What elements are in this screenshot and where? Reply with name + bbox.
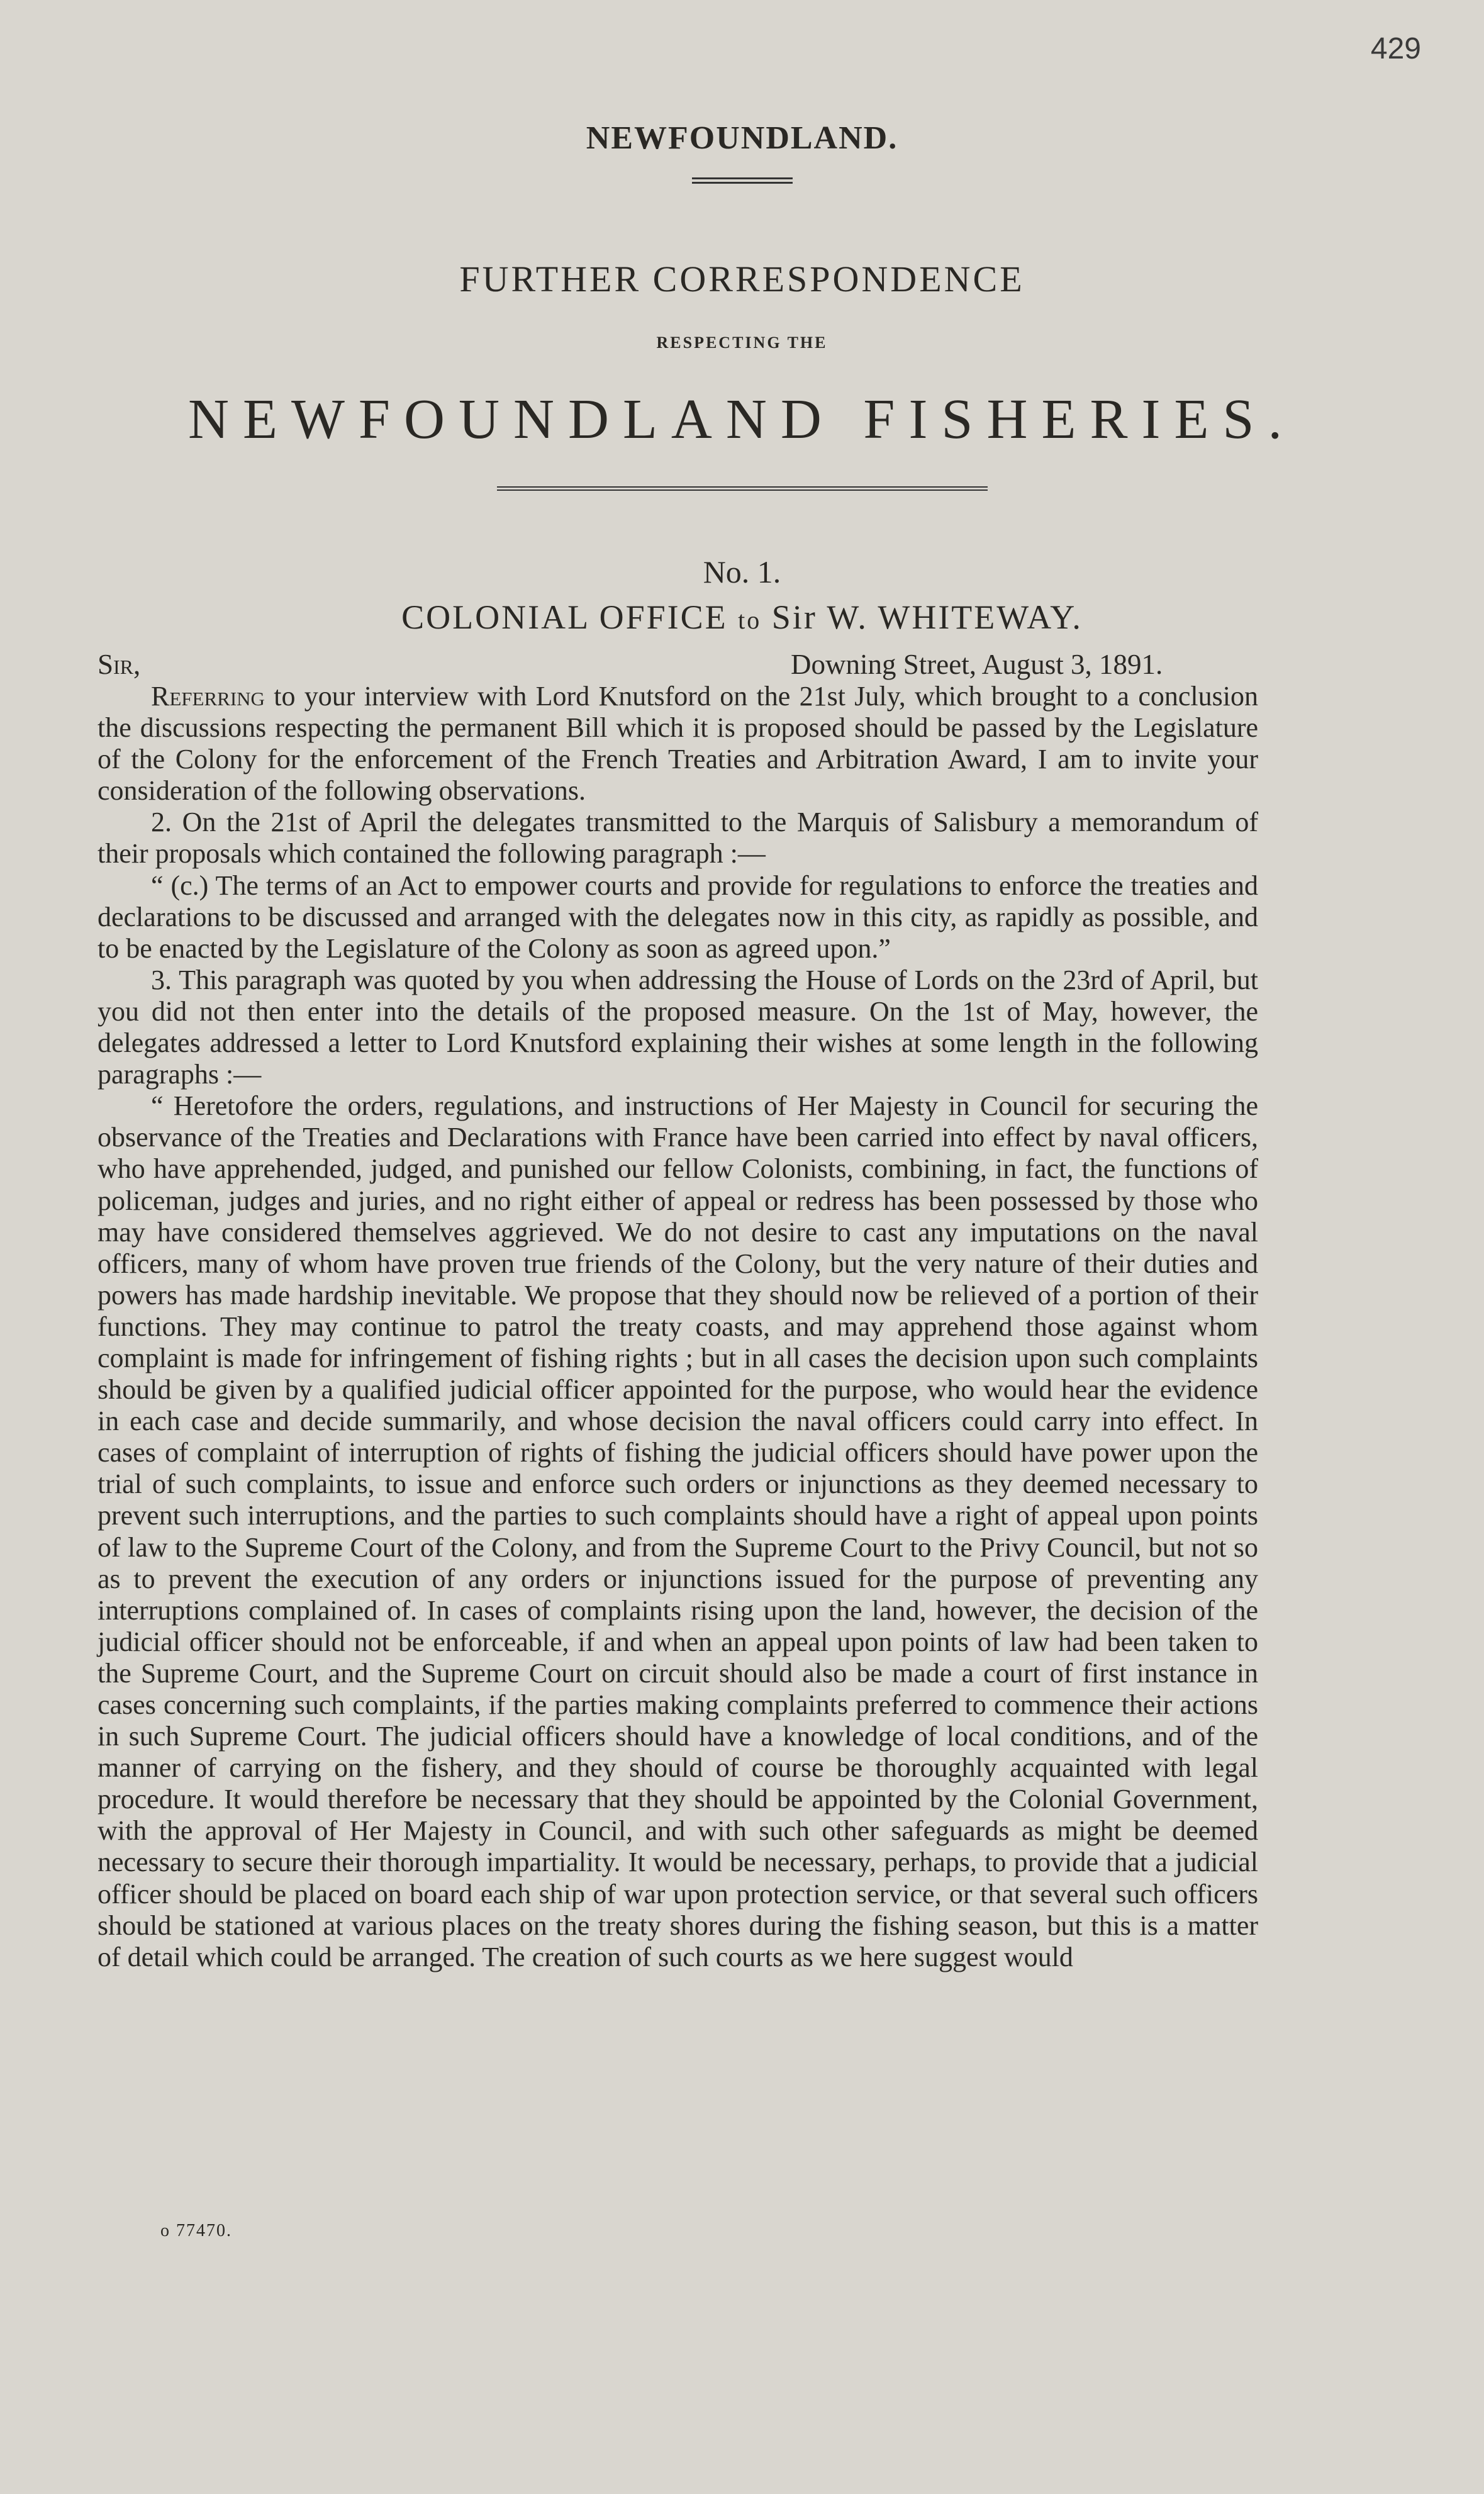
footer-code: o 77470. bbox=[160, 2221, 232, 2240]
paragraph bbox=[98, 870, 1258, 965]
correspondence-title: FURTHER CORRESPONDENCE bbox=[459, 259, 1025, 299]
document-from: COLONIAL OFFICE bbox=[401, 598, 728, 636]
heading-rule bbox=[692, 177, 793, 184]
document-recipient: Sir W. WHITEWAY. bbox=[771, 598, 1083, 636]
paragraph-text: 2. On the 21st of April the delegates transmitted to the Marquis of Salisbury a memorandum of their proposals which contained the following paragraph :— bbox=[98, 807, 1258, 870]
document-number: No. 1. bbox=[703, 554, 781, 590]
paragraph-text: to your interview with Lord Knutsford on the 21st July, which brought to a conclusion the discussions respecting the permanent Bill which it is proposed should be passed by the Legislature of the Colony for the enforcement of the French Treaties and Arbitration Award, I am to invite your consideration of the following observations. bbox=[98, 681, 1258, 807]
paragraph bbox=[98, 1090, 1258, 1973]
document-to-word: to bbox=[738, 606, 762, 634]
paragraph bbox=[98, 681, 1258, 807]
subject-title: NEWFOUNDLAND FISHERIES. bbox=[188, 388, 1296, 450]
paragraph-text: 3. This paragraph was quoted by you when addressing the House of Lords on the 23rd of April, but you did not then enter into the details of the proposed measure. On the 1st of May, however, the delegates addressed a letter to Lord Knutsford explaining their wishes at some length in the following paragraphs :— bbox=[98, 964, 1258, 1090]
title-rule bbox=[497, 486, 988, 491]
page-number: 429 bbox=[1370, 32, 1421, 65]
paragraph-lead: Referring bbox=[151, 681, 265, 712]
letter-body bbox=[98, 681, 1258, 1973]
paragraph bbox=[98, 807, 1258, 870]
paragraph bbox=[98, 965, 1258, 1090]
salutation: Sir, bbox=[98, 649, 141, 680]
dateline: Downing Street, August 3, 1891. bbox=[791, 649, 1163, 680]
colony-heading: NEWFOUNDLAND. bbox=[586, 120, 898, 156]
respecting-line: RESPECTING THE bbox=[656, 333, 828, 352]
document-heading bbox=[0, 598, 1484, 637]
paragraph-text: “ (c.) The terms of an Act to empower courts and provide for regulations to enforce the treaties and declarations to be discussed and arranged with the delegates now in this city, as rapidly as possible, and to be enacted by the Legislature of the Colony as soon as agreed upon.” bbox=[98, 870, 1258, 964]
paragraph-text: “ Heretofore the orders, regulations, and instructions of Her Majesty in Council for securing the observance of the Treaties and Declarations with France have been carried into effect by naval officers, who have apprehended, judged, and punished our fellow Colonists, combining, in fact, the functions of policeman, judges and juries, and no right either of appeal or redress has been possessed by those who may have considered themselves aggrieved. We do not desire to cast any imputations on the naval officers, many of whom have proven true friends of the Colony, but the very nature of their duties and powers has made hardship inevitable. We propose that they should now be relieved of a portion of their functions. They may continue to patrol the treaty coasts, and may apprehend those against whom complaint is made for infringement of fishing rights ; but in all cases the decision upon such complaints should be given by a qualified judicial officer appointed for the purpose, who would hear the evidence in each case and decide summarily, and whose decision the naval officers could carry into effect. In cases of complaint of interruption of rights of fishing the judicial officers should have power upon the trial of such complaints, to issue and enforce such orders or injunctions as they deemed necessary to prevent such interruptions, and the parties to such complaints should have a right of appeal upon points of law to the Supreme Court of the Colony, and from the Supreme Court to the Privy Council, but not so as to prevent the execution of any orders or injunctions issued for the purpose of preventing any interruptions complained of. In cases of complaints rising upon the land, however, the decision of the judicial officer should not be enforceable, if and when an appeal upon points of law had been taken to the Supreme Court, and the Supreme Court on circuit should also be made a court of first instance in cases concerning such complaints, if the parties making complaints preferred to commence their actions in such Supreme Court. The judicial officers should have a knowledge of local conditions, and of the manner of carrying on the fishery, and they should of course be thoroughly acquainted with legal procedure. It would therefore be necessary that they should be appointed by the Colonial Government, with the approval of Her Majesty in Council, and with such other safeguards as might be deemed necessary to secure their thorough impartiality. It would be necessary, perhaps, to provide that a judicial officer should be placed on board each ship of war upon protection service, or that several such officers should be stationed at various places on the treaty shores during the fishing season, but this is a matter of detail which could be arranged. The creation of such courts as we here suggest would bbox=[98, 1090, 1258, 1972]
